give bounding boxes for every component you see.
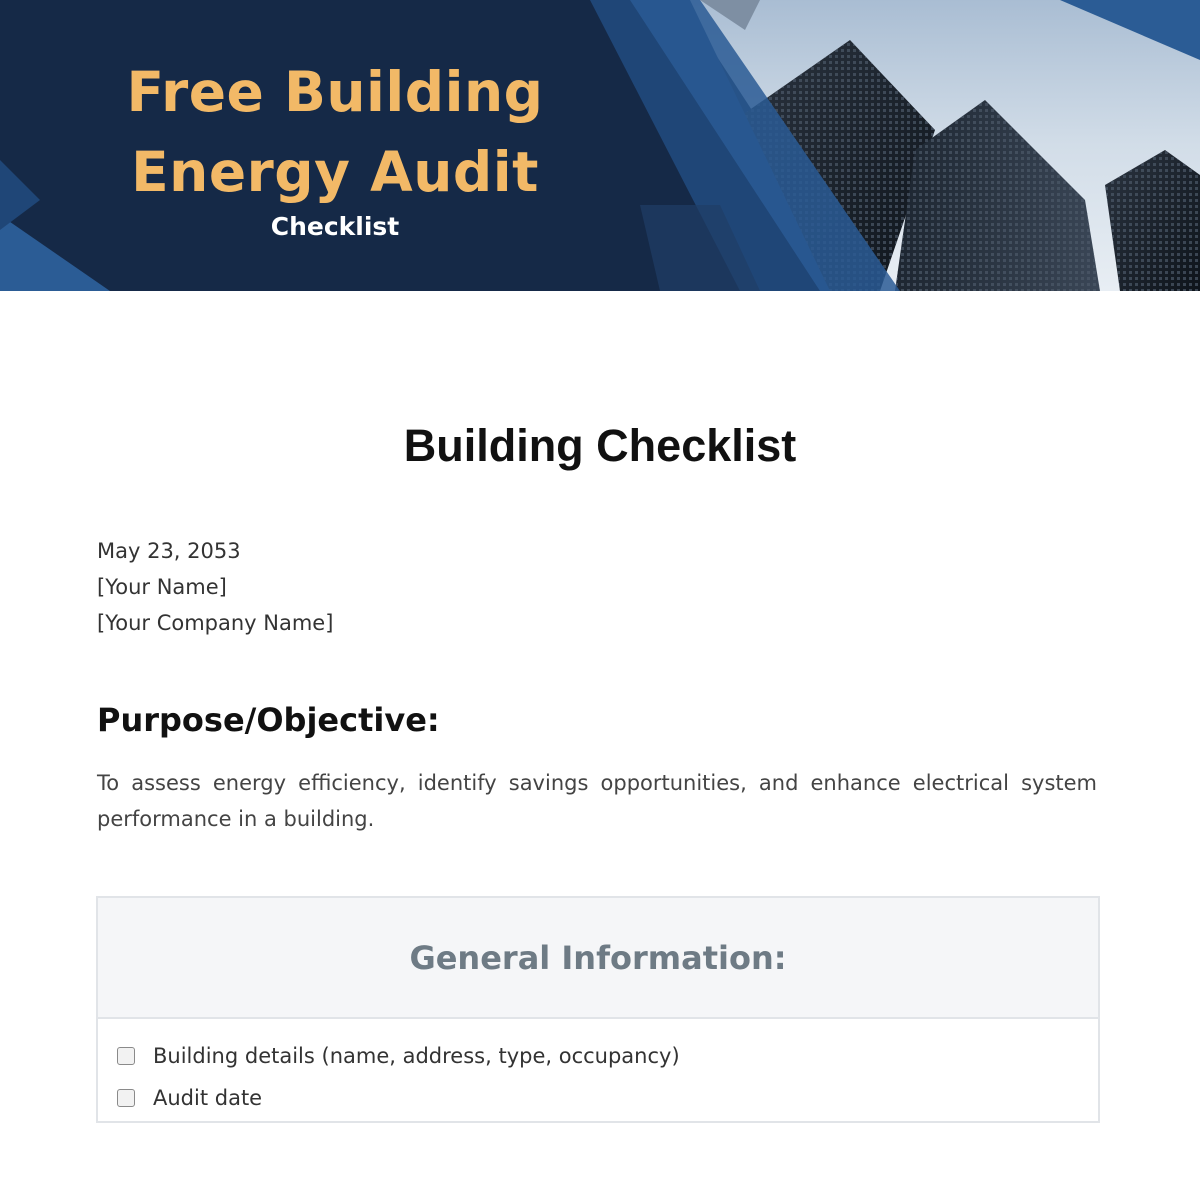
checklist-item[interactable] xyxy=(98,1077,1098,1119)
banner-title-line1: Free Building xyxy=(126,60,544,124)
document-date: May 23, 2053 xyxy=(97,539,241,563)
checkbox[interactable] xyxy=(117,1047,135,1065)
checklist-items xyxy=(98,1019,1098,1119)
purpose-text: To assess energy efficiency, identify savings opportunities, and enhance electrical system performance in a building. xyxy=(97,771,1097,831)
checklist-item-label: Audit date xyxy=(153,1086,263,1110)
checklist-header xyxy=(98,898,1098,1019)
banner-title xyxy=(40,52,630,212)
document-meta xyxy=(97,533,333,641)
checklist-item-label: Building details (name, address, type, occupancy) xyxy=(153,1044,680,1068)
checklist-item[interactable] xyxy=(98,1035,1098,1077)
author-name: [Your Name] xyxy=(97,575,227,599)
checkbox[interactable] xyxy=(117,1089,135,1107)
page-title: Building Checklist xyxy=(403,420,797,471)
checklist-table xyxy=(96,896,1100,1123)
purpose-heading: Purpose/Objective: xyxy=(97,701,440,739)
banner-subtitle: Checklist xyxy=(270,212,400,241)
banner-title-line2: Energy Audit xyxy=(131,140,539,204)
header-banner xyxy=(0,0,1200,291)
checklist-heading: General Information: xyxy=(409,938,787,977)
company-name: [Your Company Name] xyxy=(97,611,334,635)
